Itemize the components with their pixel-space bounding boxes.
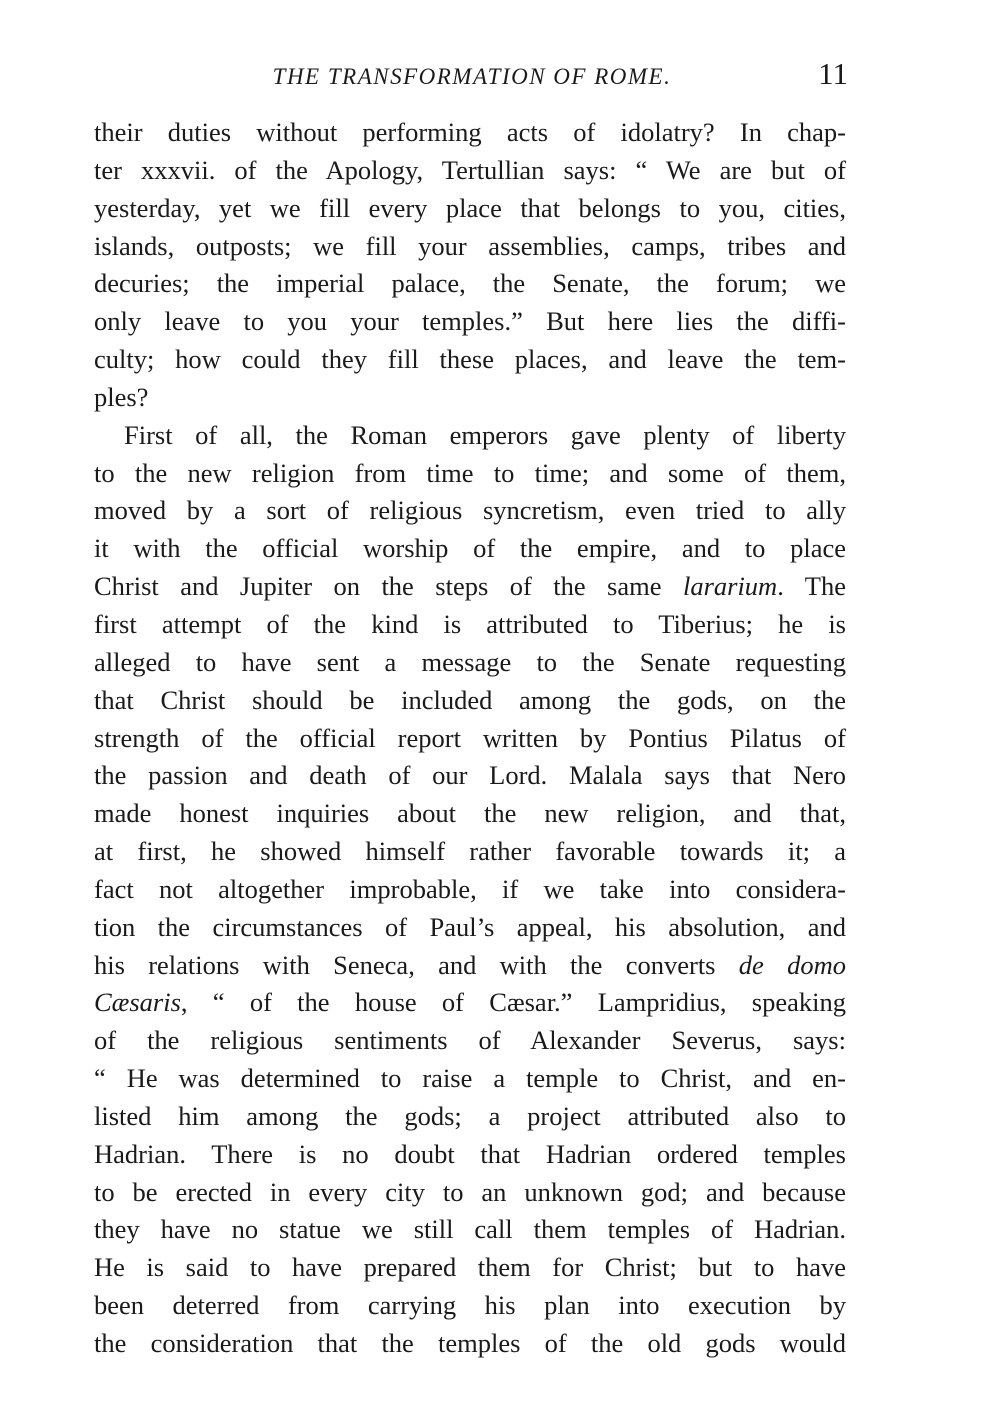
text-segment: his relations with Seneca, and with the converts	[94, 949, 739, 980]
text-line: to be erected in every city to an unknown god; and because	[94, 1176, 846, 1207]
paragraph-end-line: ples?	[94, 381, 149, 412]
text-line: they have no statue we still call them temples of Hadrian.	[94, 1214, 846, 1245]
running-head	[92, 56, 852, 96]
text-line: been deterred from carrying his plan into execution by	[94, 1290, 846, 1321]
italic-term-de-domo: de domo	[738, 949, 846, 980]
text-line-with-italic	[94, 947, 846, 985]
text-line: their duties without performing acts of idolatry? In chap-	[94, 117, 846, 147]
text-line: first attempt of the kind is attributed to Tiberius; he is	[94, 608, 846, 639]
text-line: ter xxxvii. of the Apology, Tertullian says: “ We are but of	[94, 154, 846, 185]
text-segment: . The	[777, 571, 846, 602]
text-segment: , “ of the house of Cæsar.” Lampridius, speaking	[180, 987, 846, 1018]
text-line: at first, he showed himself rather favorable towards it; a	[94, 836, 846, 867]
text-line: strength of the official report written by Pontius Pilatus of	[94, 722, 846, 753]
text-line: it with the official worship of the empire, and to place	[94, 533, 846, 564]
text-line: only leave to you your temples.” But here lies the diffi-	[94, 306, 846, 337]
text-line: to the new religion from time to time; and some of them,	[94, 457, 846, 488]
text-line: culty; how could they fill these places, and leave the tem-	[94, 344, 846, 375]
text-line: of the religious sentiments of Alexander Severus, says:	[94, 1025, 846, 1056]
page-number: 11	[818, 56, 848, 91]
text-line-with-italic	[94, 568, 846, 606]
text-line: He is said to have prepared them for Christ; but to have	[94, 1252, 846, 1283]
text-line: yesterday, yet we fill every place that belongs to you, cities,	[94, 192, 846, 223]
italic-term-caesaris: Cæsaris	[94, 987, 181, 1018]
running-title: THE TRANSFORMATION OF ROME.	[272, 64, 672, 89]
text-line: islands, outposts; we fill your assemblies, camps, tribes and	[94, 230, 846, 261]
text-line: tion the circumstances of Paul’s appeal, his absolution, and	[94, 911, 846, 942]
text-line: that Christ should be included among the gods, on the	[94, 684, 846, 715]
italic-term-lararium: lararium	[682, 571, 778, 602]
text-line: “ He was determined to raise a temple to Christ, and en-	[94, 1063, 846, 1094]
text-line: Hadrian. There is no doubt that Hadrian ordered temples	[94, 1138, 846, 1169]
text-line: the passion and death of our Lord. Malala says that Nero	[94, 760, 846, 791]
text-line: made honest inquiries about the new religion, and that,	[94, 798, 846, 829]
text-line: moved by a sort of religious syncretism, even tried to ally	[94, 495, 846, 526]
text-segment: Christ and Jupiter on the steps of the same	[94, 571, 683, 602]
text-line: listed him among the gods; a project attributed also to	[94, 1100, 846, 1131]
text-line: the consideration that the temples of the old gods would	[94, 1328, 846, 1358]
paragraph-start-line: First of all, the Roman emperors gave plenty of liberty	[124, 419, 846, 450]
text-line-with-italic	[94, 984, 846, 1022]
body-text	[94, 114, 846, 1363]
text-line: fact not altogether improbable, if we take into considera-	[94, 873, 846, 904]
text-line: decuries; the imperial palace, the Senate, the forum; we	[94, 268, 846, 299]
text-line: alleged to have sent a message to the Senate requesting	[94, 646, 846, 677]
